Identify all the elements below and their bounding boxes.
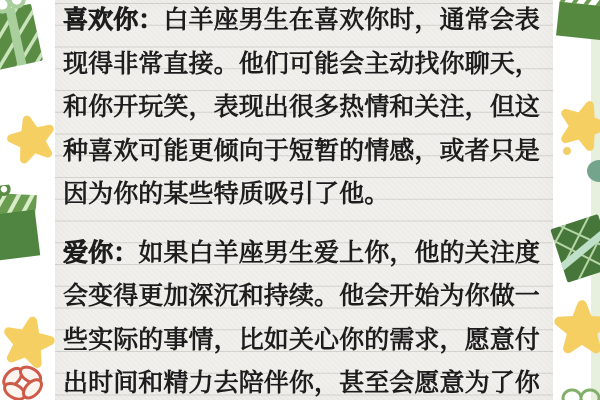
- section-love: [63, 231, 545, 400]
- gift-box-icon: [553, 0, 600, 47]
- text-line: 种喜欢可能更倾向于短暂的情感，或者只是: [63, 135, 540, 165]
- bow-icon: [0, 361, 51, 400]
- text-line: 爱你：如果白羊座男生爱上你，他的关注度: [63, 237, 540, 267]
- text-line: 些实际的事情，比如关心你的需求，愿意付: [63, 324, 540, 354]
- dot-icon: [562, 146, 572, 156]
- star-icon: [549, 91, 600, 161]
- blob-icon: [584, 158, 600, 184]
- gift-box-icon: [547, 209, 600, 289]
- section-label: 爱你：: [63, 237, 139, 267]
- text-line: 会变得更加深沉和持续。他会开始为你做一: [63, 281, 540, 310]
- section-label: 喜欢你：: [63, 5, 164, 34]
- section-like: [63, 0, 545, 216]
- article-text: [63, 0, 545, 400]
- star-icon: [552, 298, 600, 360]
- gift-box-icon: [0, 181, 48, 263]
- text-line: 出时间和精力去陪伴你，甚至会愿意为了你: [63, 368, 540, 397]
- gift-box-icon: [0, 0, 48, 75]
- text-line: 和你开玩笑，表现出很多热情和关注，但这: [63, 92, 540, 121]
- text-line: 现得非常直接。他们可能会主动找你聊天，: [63, 48, 540, 78]
- text-line: 喜欢你：白羊座男生在喜欢你时，通常会表: [63, 5, 540, 34]
- text-line: 因为你的某些特质吸引了他。: [63, 179, 390, 208]
- loops-icon: [560, 384, 600, 400]
